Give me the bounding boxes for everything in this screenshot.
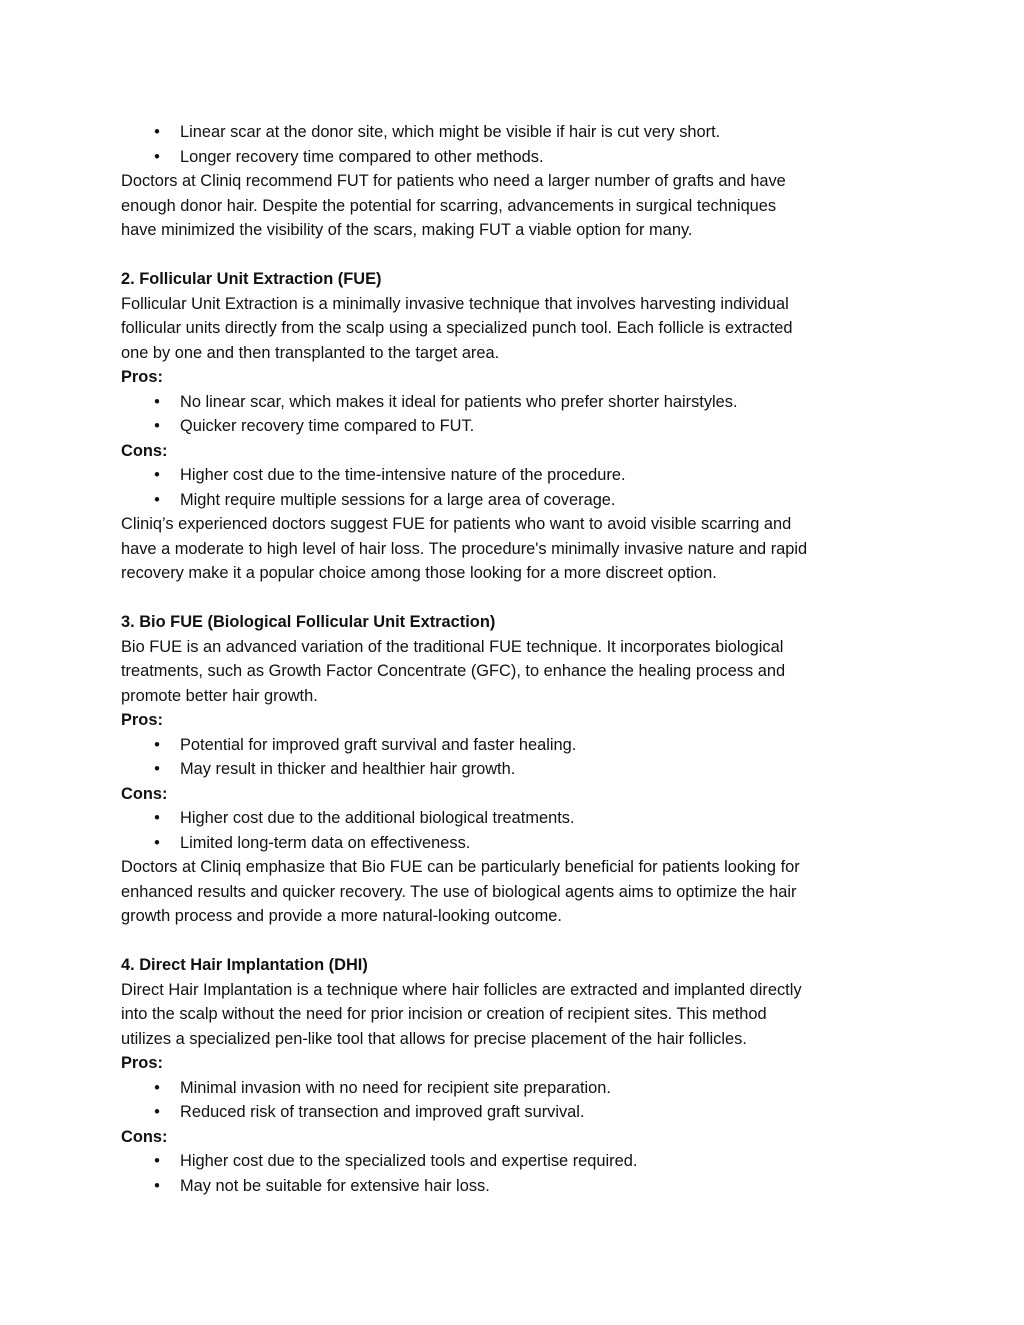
bullet-icon: • <box>154 1152 160 1170</box>
cons-label: Cons: <box>121 441 168 460</box>
document-page <box>121 120 911 1198</box>
summary-line: have a moderate to high level of hair loss. The procedure's minimally invasive nature and rapid <box>121 539 808 558</box>
spacer <box>121 929 911 954</box>
cons-label: Cons: <box>121 784 168 803</box>
list-item: • Might require multiple sessions for a large area of coverage. <box>121 488 911 513</box>
list-item: • Reduced risk of transection and improved graft survival. <box>121 1100 911 1125</box>
list-item: • Longer recovery time compared to other methods. <box>121 145 911 170</box>
fue-cons-list <box>121 463 911 512</box>
description-line: Bio FUE is an advanced variation of the traditional FUE technique. It incorporates biological <box>121 637 784 656</box>
spacer <box>121 243 911 268</box>
bullet-icon: • <box>154 417 160 435</box>
pros-label: Pros: <box>121 368 163 386</box>
description-line: Direct Hair Implantation is a technique where hair follicles are extracted and implanted directly <box>121 980 802 999</box>
bullet-icon: • <box>154 1078 160 1097</box>
bullet-icon: • <box>154 809 160 827</box>
list-item: • Higher cost due to the additional biological treatments. <box>121 806 911 831</box>
bullet-icon: • <box>154 760 160 778</box>
spacer <box>121 586 911 611</box>
section-heading-bio-fue: 3. Bio FUE (Biological Follicular Unit Extraction) <box>121 613 496 631</box>
description-line: one by one and then transplanted to the target area. <box>121 343 500 362</box>
list-item: • Higher cost due to the specialized tools and expertise required. <box>121 1149 911 1174</box>
bullet-icon: • <box>154 1176 160 1195</box>
description-line: treatments, such as Growth Factor Concentrate (GFC), to enhance the healing process and <box>121 662 786 680</box>
description-line: promote better hair growth. <box>121 686 318 705</box>
bullet-icon: • <box>154 735 160 754</box>
bullet-icon: • <box>154 147 160 166</box>
summary-line: Cliniq’s experienced doctors suggest FUE for patients who want to avoid visible scarring and <box>121 515 792 533</box>
list-item: • Potential for improved graft survival and faster healing. <box>121 733 911 758</box>
description-line: into the scalp without the need for prior incision or creation of recipient sites. This method <box>121 1005 767 1023</box>
list-item: • Limited long-term data on effectiveness. <box>121 831 911 856</box>
bio-fue-pros-list <box>121 733 911 782</box>
fut-summary-line: have minimized the visibility of the scars, making FUT a viable option for many. <box>121 221 693 239</box>
dhi-cons-list <box>121 1149 911 1198</box>
bullet-icon: • <box>154 466 160 484</box>
section-heading-fue: 2. Follicular Unit Extraction (FUE) <box>121 270 382 288</box>
list-item: • Minimal invasion with no need for recipient site preparation. <box>121 1076 911 1101</box>
bullet-icon: • <box>154 1103 160 1121</box>
bullet-icon: • <box>154 490 160 509</box>
fut-summary-line: enough donor hair. Despite the potential for scarring, advancements in surgical techniques <box>121 196 777 215</box>
bullet-icon: • <box>154 833 160 852</box>
cons-label: Cons: <box>121 1127 168 1146</box>
fue-pros-list <box>121 390 911 439</box>
pros-label: Pros: <box>121 1054 163 1072</box>
description-line: utilizes a specialized pen-like tool that allows for precise placement of the hair follicles. <box>121 1029 747 1048</box>
list-item: • No linear scar, which makes it ideal for patients who prefer shorter hairstyles. <box>121 390 911 415</box>
list-item: • Higher cost due to the time-intensive nature of the procedure. <box>121 463 911 488</box>
list-item: • May result in thicker and healthier hair growth. <box>121 757 911 782</box>
summary-line: growth process and provide a more natural-looking outcome. <box>121 907 562 925</box>
list-item: • May not be suitable for extensive hair loss. <box>121 1174 911 1199</box>
bio-fue-cons-list <box>121 806 911 855</box>
description-line: Follicular Unit Extraction is a minimally invasive technique that involves harvesting individual <box>121 294 789 313</box>
summary-line: Doctors at Cliniq emphasize that Bio FUE can be particularly beneficial for patients looking for <box>121 858 800 876</box>
bullet-icon: • <box>154 392 160 411</box>
fut-cons-list <box>121 120 911 169</box>
section-heading-dhi: 4. Direct Hair Implantation (DHI) <box>121 956 368 974</box>
summary-line: recovery make it a popular choice among those looking for a more discreet option. <box>121 564 717 582</box>
fut-summary-line: Doctors at Cliniq recommend FUT for patients who need a larger number of grafts and have <box>121 172 786 190</box>
summary-line: enhanced results and quicker recovery. The use of biological agents aims to optimize the hair <box>121 882 797 901</box>
pros-label: Pros: <box>121 711 163 729</box>
dhi-pros-list <box>121 1076 911 1125</box>
description-line: follicular units directly from the scalp using a specialized punch tool. Each follicle is extracted <box>121 319 793 337</box>
list-item: • Quicker recovery time compared to FUT. <box>121 414 911 439</box>
bullet-icon: • <box>154 123 160 141</box>
list-item: • Linear scar at the donor site, which might be visible if hair is cut very short. <box>121 120 911 145</box>
